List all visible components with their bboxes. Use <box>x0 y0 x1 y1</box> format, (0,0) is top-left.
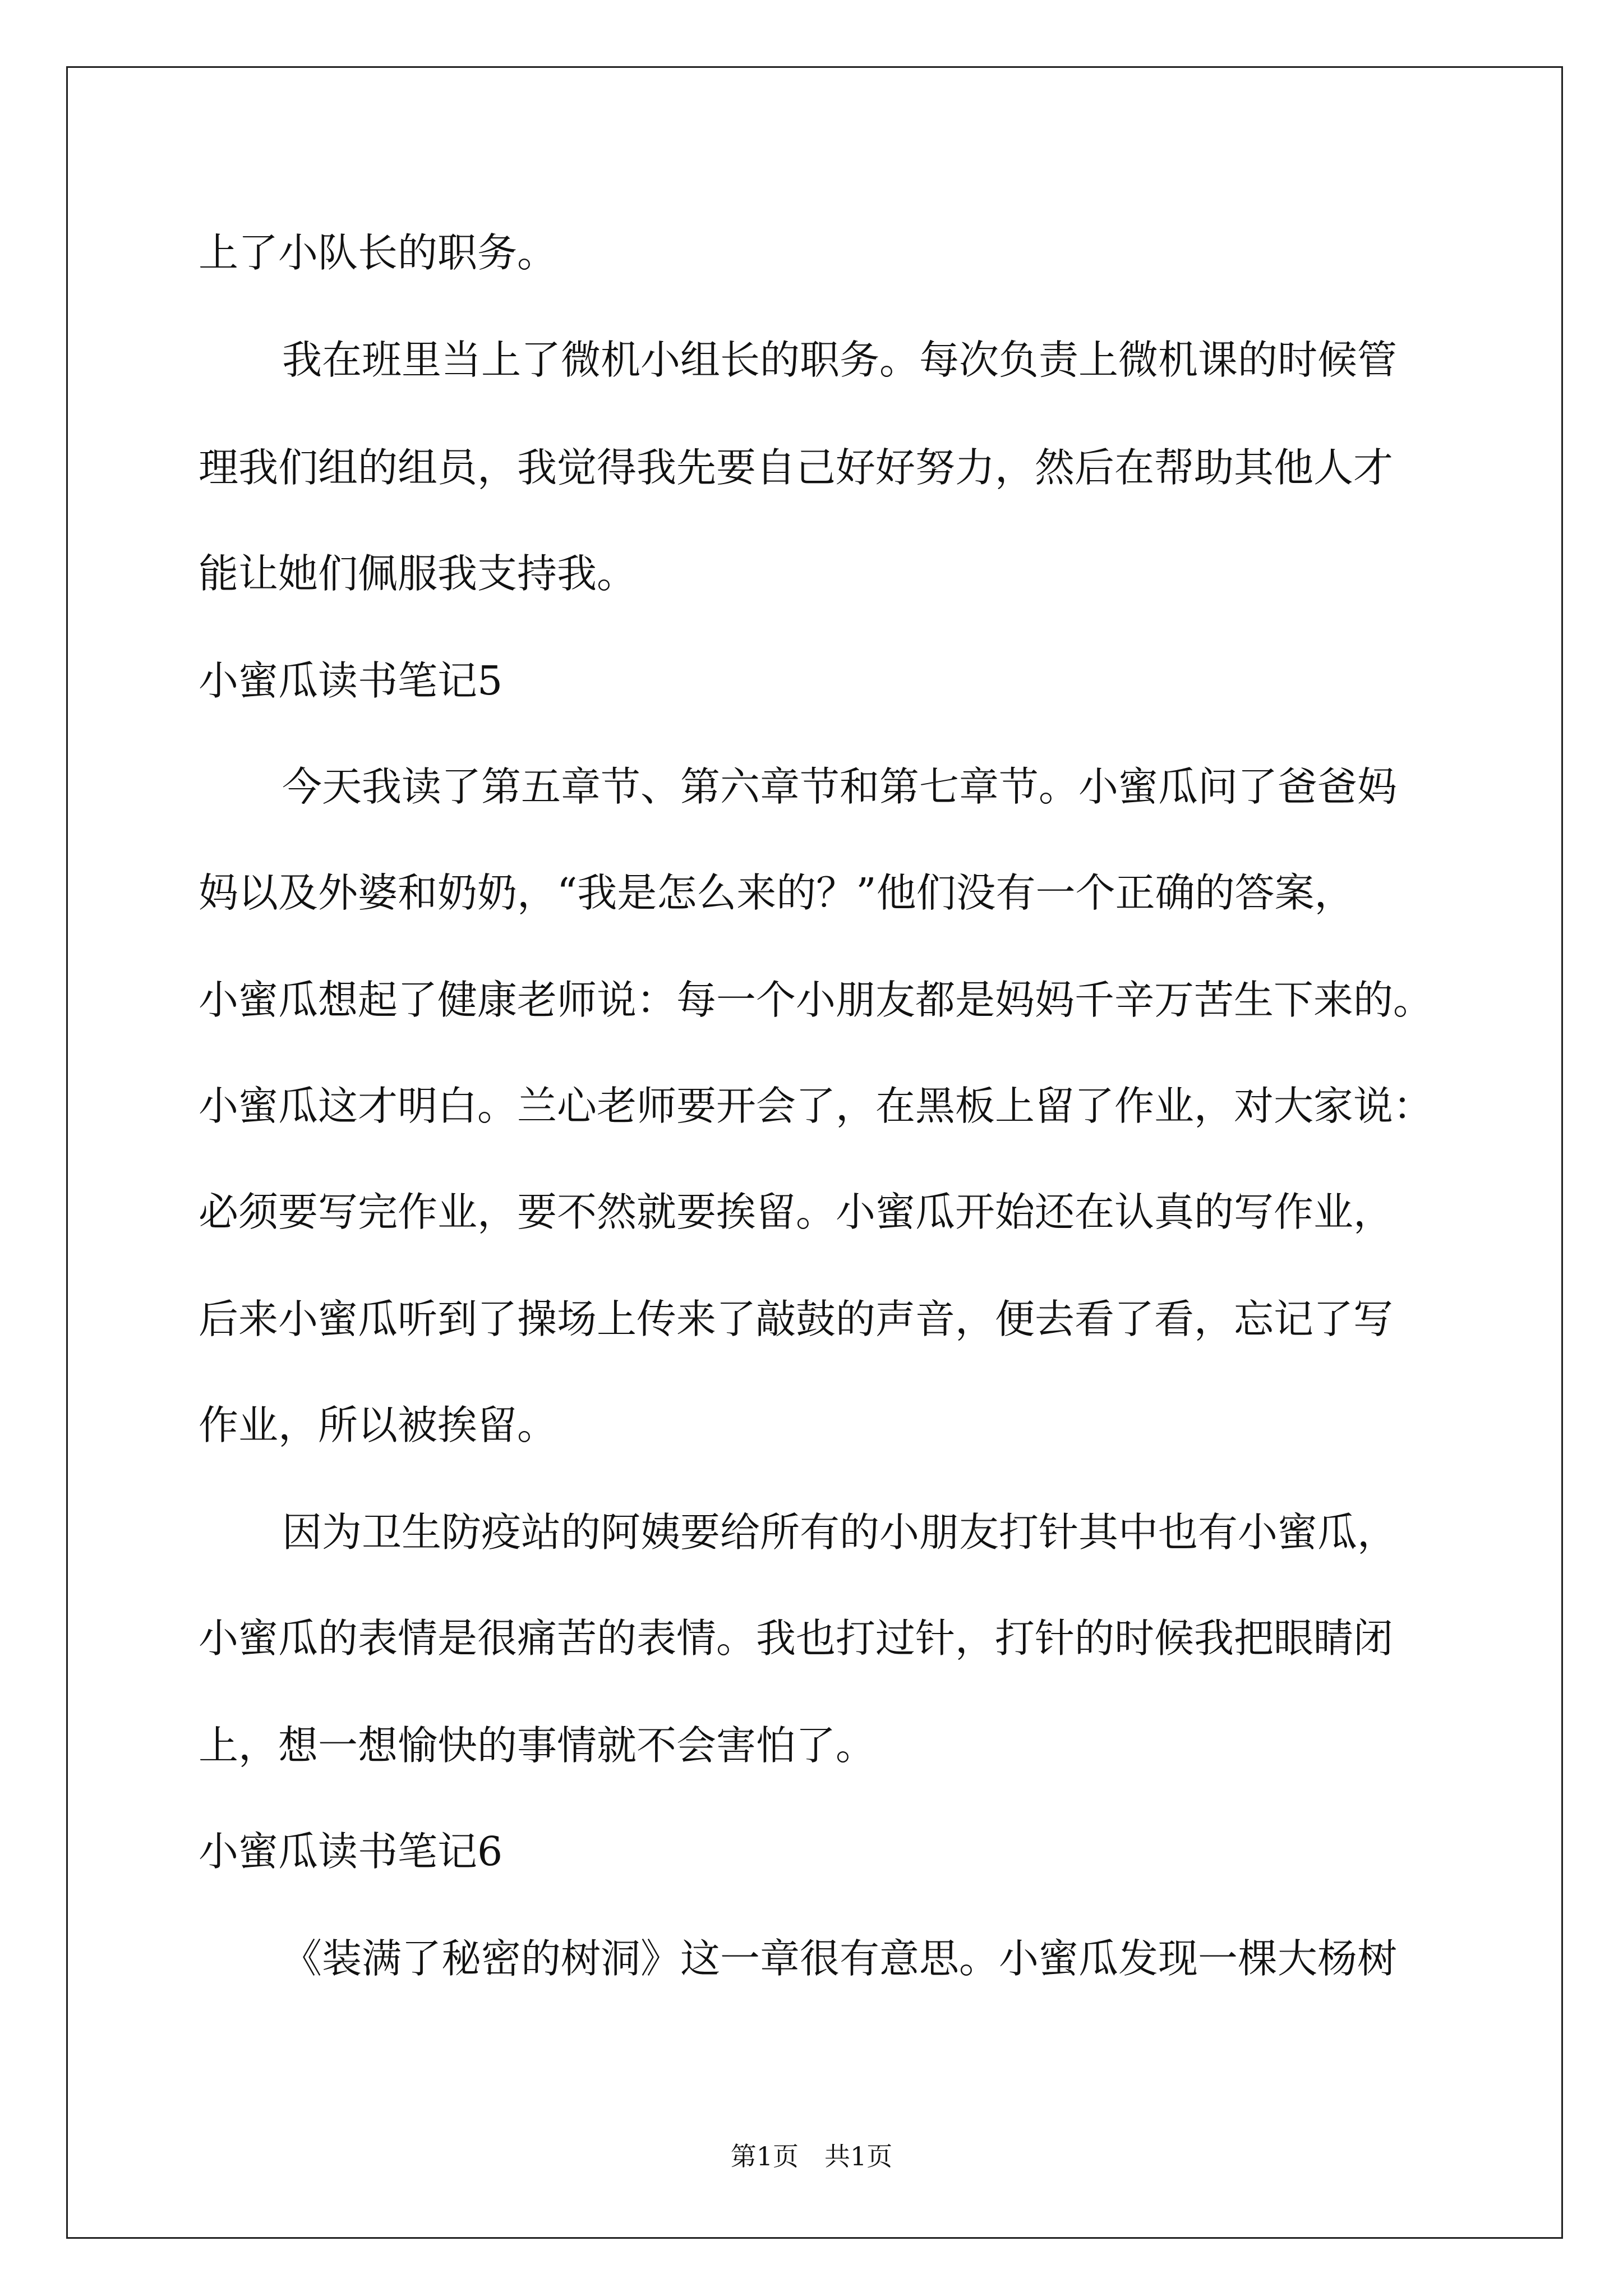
section-heading: 小蜜瓜读书笔记5 <box>199 657 503 704</box>
body-line: 作业，所以被挨留。 <box>199 1402 557 1448</box>
body-line: 上，想一想愉快的事情就不会害怕了。 <box>199 1722 876 1769</box>
body-line: 理我们组的组员，我觉得我先要自己好好努力，然后在帮助其他人才 <box>199 444 1394 491</box>
body-line: 小蜜瓜的表情是很痛苦的表情。我也打过针，打针的时候我把眼睛闭 <box>199 1615 1394 1662</box>
body-line: 能让她们佩服我支持我。 <box>199 550 637 597</box>
body-line: 上了小队长的职务。 <box>199 229 557 276</box>
body-line: 必须要写完作业，要不然就要挨留。小蜜瓜开始还在认真的写作业， <box>199 1189 1394 1235</box>
page-number-footer: 第1页 共1页 <box>730 2141 893 2171</box>
paragraph-first-line: 今天我读了第五章节、第六章节和第七章节。小蜜瓜问了爸爸妈 <box>282 763 1398 810</box>
paragraph-first-line: 因为卫生防疫站的阿姨要给所有的小朋友打针其中也有小蜜瓜， <box>282 1509 1398 1556</box>
body-line: 小蜜瓜这才明白。兰心老师要开会了，在黑板上留了作业，对大家说： <box>199 1083 1433 1129</box>
paragraph-first-line: 《装满了秘密的树洞》这一章很有意思。小蜜瓜发现一棵大杨树 <box>282 1935 1398 1982</box>
section-heading: 小蜜瓜读书笔记6 <box>199 1828 503 1875</box>
body-line: 后来小蜜瓜听到了操场上传来了敲鼓的声音，便去看了看，忘记了写 <box>199 1296 1394 1342</box>
paragraph-first-line: 我在班里当上了微机小组长的职务。每次负责上微机课的时候管 <box>282 337 1398 383</box>
body-line: 小蜜瓜想起了健康老师说：每一个小朋友都是妈妈千辛万苦生下来的。 <box>199 977 1433 1023</box>
page-border <box>66 66 1563 2239</box>
body-line: 妈以及外婆和奶奶，“我是怎么来的？”他们没有一个正确的答案， <box>199 869 1354 916</box>
